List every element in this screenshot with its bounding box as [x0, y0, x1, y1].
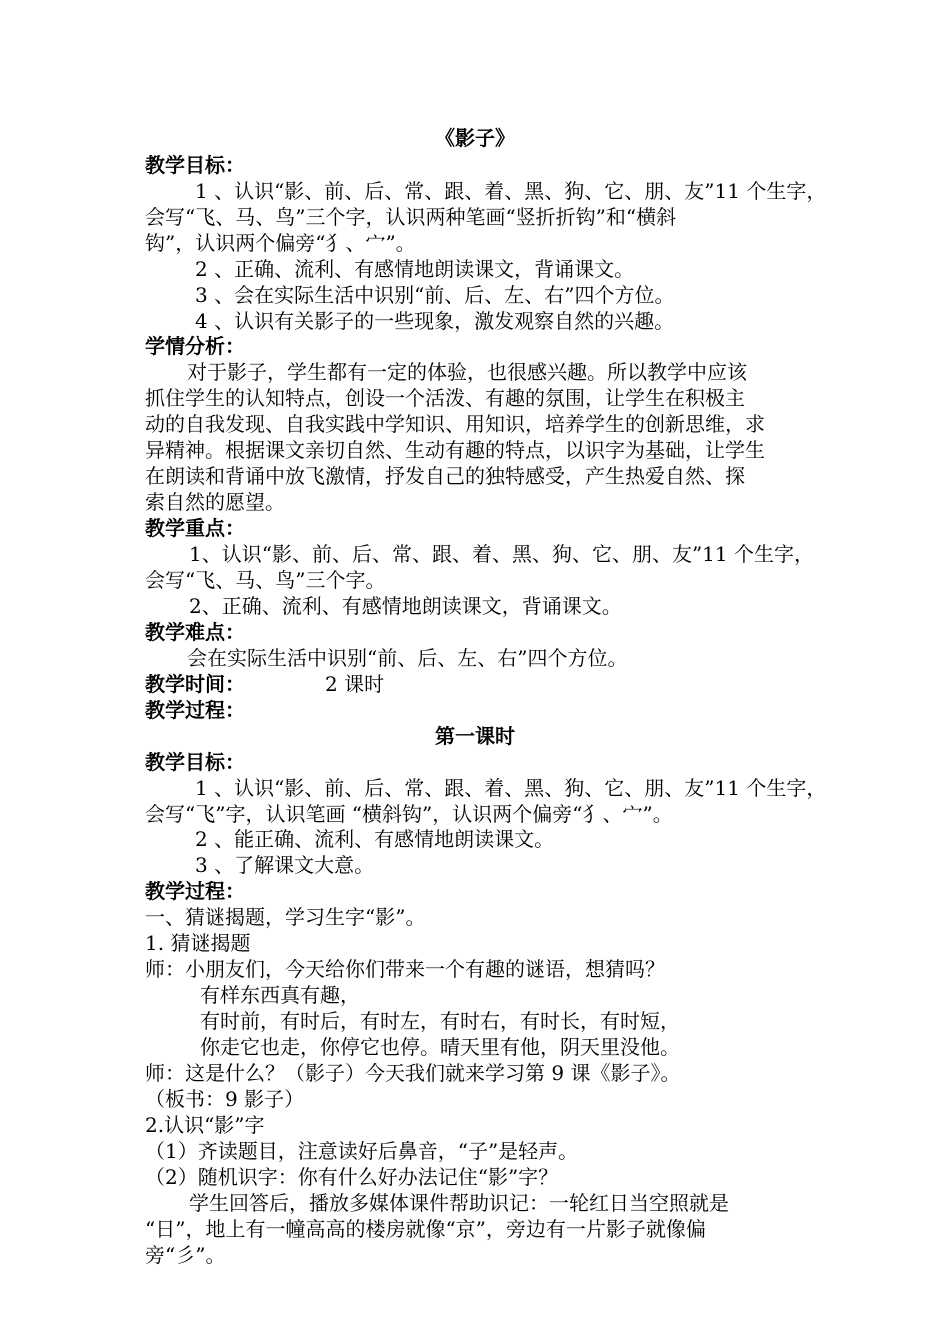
- analysis-line-2: 抓住学生的认知特点，创设一个活泼、有趣的氛围，让学生在积极主: [145, 386, 745, 410]
- blackboard-note: （板书：9 影子）: [145, 1087, 305, 1111]
- key-point-1-line-2: 会写“飞、马、鸟”三个字。: [145, 568, 386, 592]
- goal-3: 3 、会在实际生活中识别“前、后、左、右”四个方位。: [195, 283, 675, 307]
- analysis-line-6: 索自然的愿望。: [145, 490, 285, 514]
- process-teacher-line-2: 师：这是什么？（影子）今天我们就来学习第 9 课《影子》。: [145, 1061, 681, 1085]
- heading-lesson-1-process: 教学过程：: [145, 879, 245, 903]
- process-step-1: 一、猜谜揭题，学习生字“影”。: [145, 905, 426, 929]
- lesson-1-title: 第一课时: [435, 724, 515, 748]
- process-teacher-line-1: 师：小朋友们，今天给你们带来一个有趣的谜语，想猜吗？: [145, 957, 665, 981]
- heading-lesson-1-goals: 教学目标：: [145, 750, 245, 774]
- key-point-2: 2、正确、流利、有感情地朗读课文，背诵课文。: [189, 594, 622, 618]
- goal-1-line-1: 1 、认识“影、前、后、常、跟、着、黑、狗、它、朋、友”11 个生字，: [195, 179, 827, 203]
- heading-teaching-time: 教学时间：: [145, 672, 245, 696]
- heading-difficulty: 教学难点：: [145, 620, 245, 644]
- key-point-1-line-1: 1、认识“影、前、后、常、跟、着、黑、狗、它、朋、友”11 个生字，: [189, 542, 814, 566]
- heading-teaching-goals: 教学目标：: [145, 153, 245, 177]
- goal-2: 2 、正确、流利、有感情地朗读课文，背诵课文。: [195, 257, 635, 281]
- document-title: 《影子》: [435, 126, 515, 150]
- difficulty-text: 会在实际生活中识别“前、后、左、右”四个方位。: [187, 646, 628, 670]
- goal-4: 4 、认识有关影子的一些现象，激发观察自然的兴趣。: [195, 309, 675, 333]
- riddle-line-2: 有时前，有时后，有时左，有时右，有时长，有时短，: [200, 1009, 680, 1033]
- riddle-line-3: 你走它也走，你停它也停。晴天里有他，阴天里没他。: [200, 1035, 680, 1059]
- riddle-line-1: 有样东西真有趣，: [200, 983, 360, 1007]
- time-row: [145, 671, 825, 697]
- heading-student-analysis: 学情分析：: [145, 334, 245, 358]
- process-substep-1: （1）齐读题目，注意读好后鼻音，“子”是轻声。: [145, 1139, 579, 1163]
- time-value: 2 课时: [325, 672, 385, 696]
- analysis-line-1: 对于影子，学生都有一定的体验，也很感兴趣。所以教学中应该: [187, 360, 747, 384]
- process-explain-line-2: “日”，地上有一幢高高的楼房就像“京”，旁边有一片影子就像偏: [145, 1217, 706, 1241]
- heading-teaching-process: 教学过程：: [145, 698, 245, 722]
- goal-1-line-3: 钩”，认识两个偏旁“犭、宀”。: [145, 231, 416, 255]
- process-explain-line-3: 旁“彡”。: [145, 1243, 226, 1267]
- process-explain-line-1: 学生回答后，播放多媒体课件帮助识记：一轮红日当空照就是: [189, 1191, 729, 1215]
- analysis-line-3: 动的自我发现、自我实践中学知识、用知识，培养学生的创新思维，求: [145, 412, 765, 436]
- lesson-1-goal-1-line-1: 1 、认识“影、前、后、常、跟、着、黑、狗、它、朋、友”11 个生字，: [195, 776, 827, 800]
- analysis-line-5: 在朗读和背诵中放飞激情，抒发自己的独特感受，产生热爱自然、探: [145, 464, 745, 488]
- goal-1-line-2: 会写“飞、马、鸟”三个字，认识两种笔画“竖折折钩”和“横斜: [145, 205, 677, 229]
- process-substep-2: （2）随机识字：你有什么好办法记住“影”字？: [145, 1165, 559, 1189]
- process-riddle-heading: 1. 猜谜揭题: [145, 931, 251, 955]
- process-step-2: 2.认识“影”字: [145, 1113, 265, 1137]
- lesson-1-goal-3: 3 、了解课文大意。: [195, 853, 375, 877]
- heading-key-points: 教学重点：: [145, 516, 245, 540]
- analysis-line-4: 异精神。根据课文亲切自然、生动有趣的特点，以识字为基础，让学生: [145, 438, 765, 462]
- lesson-1-goal-2: 2 、能正确、流利、有感情地朗读课文。: [195, 827, 555, 851]
- lesson-1-goal-1-line-2: 会写“飞”字，认识笔画 “横斜钩”，认识两个偏旁“犭、宀”。: [145, 802, 673, 826]
